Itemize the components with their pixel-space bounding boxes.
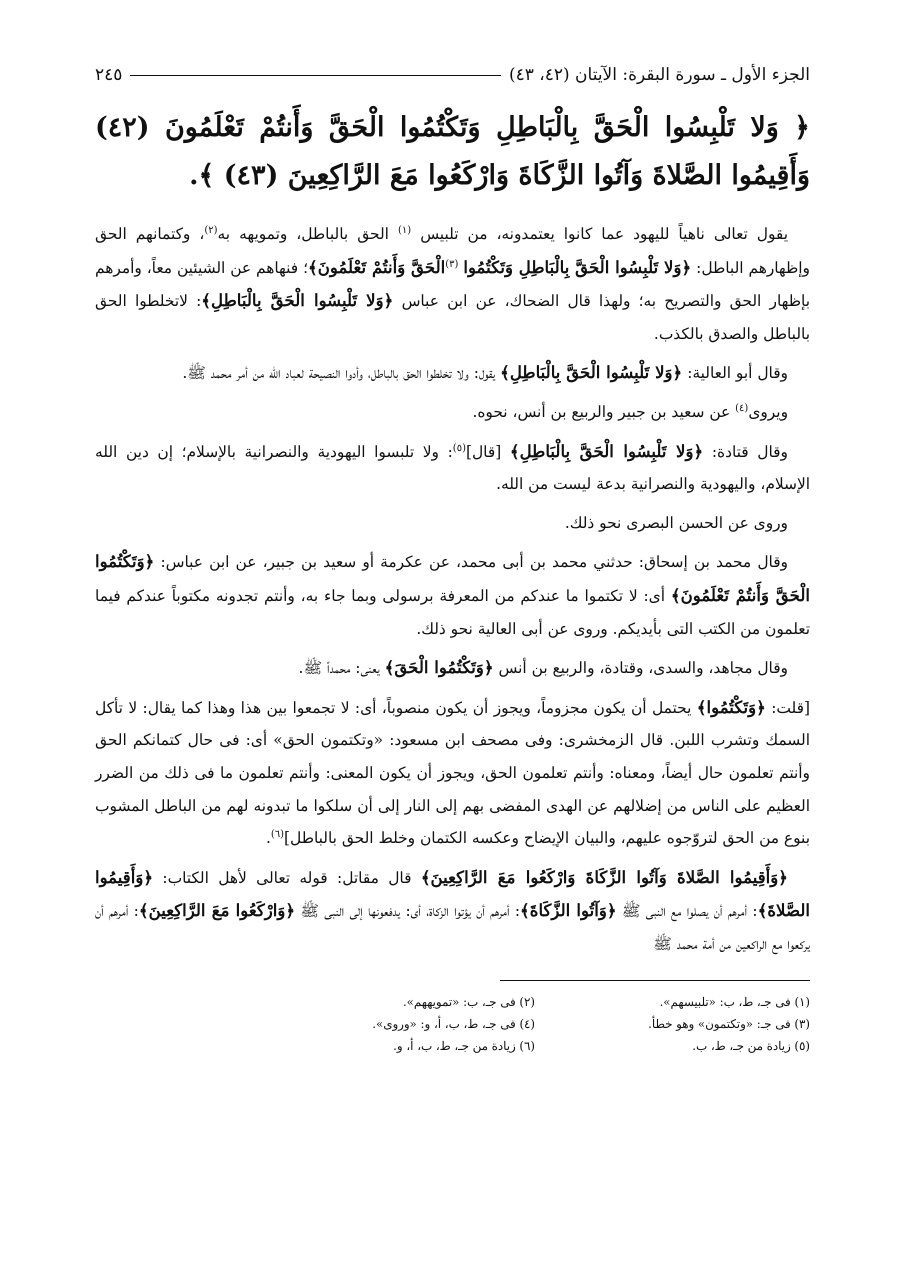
footnote-ref: (٤) (735, 402, 749, 414)
text-span: : أمرهم أن يركعوا مع الراكعين من أمة محمد ﷺ (95, 902, 810, 953)
paragraph-9 (95, 861, 810, 961)
text-span: : أمرهم أن يصلوا مع النبى ﷺ (621, 902, 758, 921)
quran-quote: ﴿وَآتُوا الزَّكَاةَ﴾ (520, 900, 617, 921)
footnote-ref: (١) (397, 224, 412, 236)
paragraph-5 (95, 507, 810, 540)
paragraph-7 (95, 651, 810, 685)
text-span: : لاتخلطوا الحق بالباطل والصدق بالكذب. (95, 292, 810, 343)
text-span: [قلت: (771, 698, 810, 717)
text-span: قال مقاتل: قوله تعالى لأهل الكتاب: (162, 868, 412, 887)
text-span: الحق بالباطل، وتمويهه به (217, 225, 389, 243)
paragraph-1 (95, 218, 810, 350)
text-span: أى: لا تكتموا ما عندكم من المعرفة برسولى وبما جاء به، وأنتم تجدونه مكتوباً عندكم فيما تعلمون من الكتب التى بأيديكم. وروى عن أبى العالية نحو ذلك. (95, 586, 810, 638)
paragraph-6 (95, 545, 810, 645)
text-span: وروى عن الحسن البصرى نحو ذلك. (564, 513, 788, 532)
footnote: (١) فى جـ، ط، ب: «تلبيسهم». (659, 995, 810, 1010)
quran-quote: ﴿وَلا تَلْبِسُوا الْحَقَّ بِالْبَاطِلِ﴾ (500, 362, 683, 383)
text-span: : ولا تلبسوا اليهودية والنصرانية بالإسلام؛ إن دين الله الإسلام، واليهودية والنصرانية بدعة ليست من الله. (95, 442, 810, 494)
book-page (95, 60, 810, 1057)
text-span: يقول: ولا تخلطوا الحق بالباطل، وأدوا النصيحة لعباد الله من أمر محمد ﷺ. (182, 364, 496, 383)
paragraph-2 (95, 356, 810, 390)
quran-quote: ﴿وَتَكْتُمُوا﴾ (696, 696, 766, 717)
quran-quote: ﴿وَلا تَلْبِسُوا الْحَقَّ بِالْبَاطِلِ وَتَكْتُمُوا (463, 256, 692, 277)
text-span: ويروى (748, 402, 788, 421)
paragraph-8 (95, 691, 810, 855)
footnote: (٦) زيادة من جـ، ط، ب، أ، و. (393, 1039, 535, 1054)
text-span: وقال محمد بن إسحاق: حدثني محمد بن أبى محمد، عن عكرمة أو سعيد بن جبير، عن ابن عباس: (160, 553, 788, 572)
text-span: ، وكتمانهم الحق وإظهارهم الباطل: (95, 225, 810, 277)
header-title: الجزء الأول ـ سورة البقرة: الآيتان (٤٢، ٤٣) (508, 65, 810, 85)
quran-quote: ﴿وَلا تَلْبِسُوا الْحَقَّ بِالْبَاطِلِ﴾ (201, 290, 394, 311)
quran-verse: ﴿ وَلا تَلْبِسُوا الْحَقَّ بِالْبَاطِلِ وَتَكْتُمُوا الْحَقَّ وَأَنتُمْ تَعْلَمُونَ (٤٢) وَأَقِيمُوا الصَّلاةَ وَآتُوا الزَّكَاةَ وَارْكَعُوا مَعَ الرَّاكِعِينَ (٤٣) ﴾. (95, 112, 810, 191)
footnote-ref: (٢) (204, 224, 218, 236)
quran-quote: ﴿وَأَقِيمُوا الصَّلاةَ﴾ (95, 866, 810, 921)
quran-quote: الْحَقَّ وَأَنتُمْ تَعْلَمُونَ﴾ (307, 256, 446, 277)
footnote-divider (500, 980, 810, 981)
quran-quote: ﴿وَأَقِيمُوا الصَّلاةَ وَآتُوا الزَّكَاةَ وَارْكَعُوا مَعَ الرَّاكِعِينَ﴾ (420, 866, 788, 887)
quran-quote: ﴿وَتَكْتُمُوا الْحَقَّ وَأَنتُمْ تَعْلَمُونَ﴾ (95, 551, 810, 605)
footnotes (290, 991, 810, 1057)
text-span: يقول تعالى ناهياً لليهود عما كانوا يعتمدونه، من تلبيس (420, 225, 788, 243)
quran-quote: ﴿وَتَكْتُمُوا الْحَقَ﴾ (384, 657, 494, 678)
text-span: [قال] (465, 442, 502, 461)
text-span: يحتمل أن يكون مجزوماً، ويجوز أن يكون منصوباً، أى: لا تجمعوا بين هذا وهذا كما يقال: لا تأكل السمك وتشرب اللبن. قال الزمخشرى: وفى مصحف ابن مسعود: «وتكتمون الحق» أى: فى حال كتمانكم الحق وأنتم تعلمون حال أيضاً، ومعناه: وأنتم تعلمون الحق، ويجوز أن يكون المعنى: وأنتم تعلمون ما فى ذلك من الضرر العظيم على الناس من إضلالهم عن الهدى المفضى بهم إلى النار إلى أن سلكوا ما تبدونه لهم من الباطل المشوب بنوع من الحق لتروّجوه عليهم، والبيان الإيضاح وعكسه الكتمان وخلط الحق بالباطل] (95, 698, 810, 848)
footnote: (٢) فى جـ، ب: «تمويههم». (402, 995, 535, 1010)
text-span: وقال قتادة: (711, 442, 788, 461)
footnote-ref: (٥) (452, 442, 466, 454)
paragraph-3 (95, 396, 810, 429)
quran-quote: ﴿وَلا تَلْبِسُوا الْحَقَّ بِالْبَاطِلِ﴾ (509, 440, 704, 461)
footnote: (٤) فى جـ، ط، ب، أ، و: «وروى». (372, 1017, 535, 1032)
header-rule (130, 75, 501, 76)
text-span: . (265, 829, 271, 848)
text-span: وقال مجاهد، والسدى، وقتادة، والربيع بن أنس (498, 659, 788, 678)
text-span: : أمرهم أن يؤتوا الزكاة، أى: يدفعونها إلى النبى ﷺ (300, 902, 521, 921)
text-span: وقال أبو العالية: (687, 364, 788, 383)
running-header (95, 60, 810, 90)
text-span: ؛ فنهاهم عن الشيئين معاً، وأمرهم بإظهار الحق والتصريح به؛ ولهذا قال الضحاك، عن ابن عباس (95, 258, 810, 311)
text-span: يعنى: محمداً ﷺ. (298, 659, 380, 678)
quran-quote: ﴿وَارْكَعُوا مَعَ الرَّاكِعِينَ﴾ (138, 900, 296, 921)
footnote: (٥) زيادة من جـ، ط، ب. (692, 1039, 810, 1054)
footnote-ref: (٣) (445, 258, 459, 270)
paragraph-4 (95, 435, 810, 501)
text-span: عن سعيد بن جبير والربيع بن أنس، نحوه. (472, 402, 731, 421)
footnote-ref: (٦) (270, 828, 285, 840)
page-number: ٢٤٥ (95, 65, 123, 85)
footnote: (٣) فى جـ: «وتكتمون» وهو خطأ. (648, 1017, 810, 1032)
